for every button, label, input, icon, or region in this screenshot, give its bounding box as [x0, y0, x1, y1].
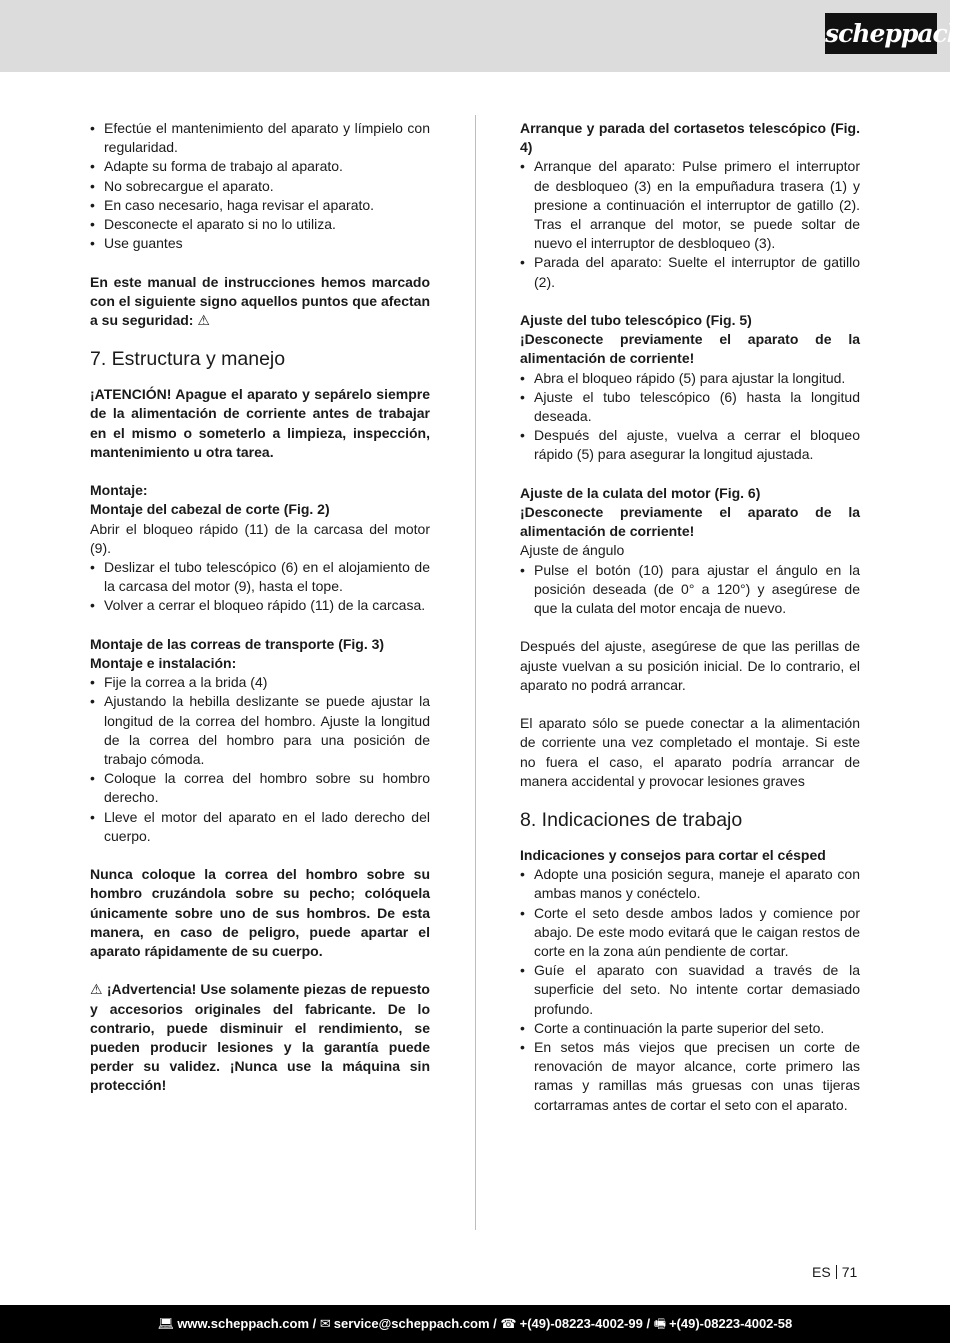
- safety-note: En este manual de instrucciones hemos marcado con el siguiente signo aquellos puntos que afectan a su seguridad: ⚠: [90, 273, 430, 329]
- tips-list: [520, 865, 860, 1115]
- list-item: • Fije la correa a la brida (4): [90, 673, 430, 692]
- motor-heading: Ajuste de la culata del motor (Fig. 6): [520, 484, 761, 501]
- list-item: • Ajuste el tubo telescópico (6) hasta la longitud deseada.: [520, 388, 860, 426]
- footer-separator: /: [309, 1316, 320, 1331]
- straps-warning: Nunca coloque la correa del hombro sobre su hombro cruzándola sobre su pecho; colóquela únicamente sobre uno de sus hombros. De esta manera, en caso de peligro, puede apartar el aparato rápidamente de su cuerpo.: [90, 866, 430, 960]
- mail-icon: ✉: [319, 1316, 331, 1331]
- page-number: [812, 1264, 857, 1280]
- list-item: • Desconecte el aparato si no lo utiliza.: [90, 215, 430, 234]
- phone-icon: ☎: [500, 1316, 517, 1331]
- list-item: • Pulse el botón (10) para ajustar el ángulo en la posición deseada (de 0° a 120°) y asegúrese de que la culata del motor encaja de nuevo.: [520, 561, 860, 619]
- brand-logo: scheppach: [825, 13, 937, 54]
- motor-warning: ¡Desconecte previamente el aparato de la alimentación de corriente!: [520, 504, 860, 540]
- list-item: • Efectúe el mantenimiento del aparato y límpielo con regularidad.: [90, 119, 430, 157]
- list-item: • Ajustando la hebilla deslizante se puede ajustar la longitud de la correa del hombro. Ajuste la longitud de la correa del hombro para una posición de trabajo cómoda.: [90, 692, 430, 769]
- footer-separator: /: [642, 1316, 654, 1331]
- footer-email[interactable]: service@scheppach.com: [333, 1316, 490, 1331]
- list-item: • Volver a cerrar el bloqueo rápido (11) de la carcasa.: [90, 596, 430, 615]
- straps-list: [90, 673, 430, 846]
- footer-fax: +(49)-08223-4002-58: [668, 1316, 793, 1331]
- list-item: • Lleve el motor del aparato en el lado derecho del cuerpo.: [90, 808, 430, 846]
- start-stop-list: [520, 157, 860, 291]
- parts-warning: ⚠ ¡Advertencia! Use solamente piezas de repuesto y accesorios originales del fabricante. De lo contrario, puede disminuir el rendimiento, se pueden producir lesiones y la garantía puede perder su validez. ¡Nunca use la máquina sin protección!: [90, 981, 430, 1094]
- right-column: [520, 119, 860, 1115]
- list-item: • Corte a continuación la parte superior del seto.: [520, 1019, 860, 1038]
- list-item: • Parada del aparato: Suelte el interruptor de gatillo (2).: [520, 253, 860, 291]
- list-item: • Después del ajuste, vuelva a cerrar el bloqueo rápido (5) para asegurar la longitud ajustada.: [520, 426, 860, 464]
- page-number-value: 71: [841, 1264, 858, 1280]
- section-7-heading: 7. Estructura y manejo: [90, 348, 286, 371]
- list-item: • Guíe el aparato con suavidad a través de la superficie del seto. No intente cortar demasiado profundo.: [520, 961, 860, 1019]
- tube-list: [520, 369, 860, 465]
- start-stop-heading: Arranque y parada del cortasetos telescópico (Fig. 4): [520, 120, 860, 156]
- section-8-heading: 8. Indicaciones de trabajo: [520, 809, 743, 832]
- tube-warning: ¡Desconecte previamente el aparato de la alimentación de corriente!: [520, 331, 860, 367]
- column-divider: [475, 115, 476, 1230]
- tips-heading: Indicaciones y consejos para cortar el césped: [520, 847, 826, 864]
- cutting-head-heading: Montaje del cabezal de corte (Fig. 2): [90, 501, 330, 518]
- left-column: [90, 119, 430, 1096]
- power-note-text: El aparato sólo se puede conectar a la alimentación de corriente una vez completado el montaje. Si este no fuera el caso, el aparato podría arrancar de manera accidental y provocar lesiones graves: [520, 715, 860, 789]
- maintenance-list: [90, 119, 430, 253]
- tube-heading: Ajuste del tubo telescópico (Fig. 5): [520, 312, 752, 329]
- footer-web[interactable]: www.scheppach.com: [177, 1316, 310, 1331]
- list-item: • Abra el bloqueo rápido (5) para ajustar la longitud.: [520, 369, 860, 388]
- page-language: ES: [812, 1264, 831, 1280]
- after-adjust-text: Después del ajuste, asegúrese de que las perillas de ajuste vuelvan a su posición inicial. De lo contrario, el aparato no podrá arrancar.: [520, 638, 860, 693]
- list-item: • En caso necesario, haga revisar el aparato.: [90, 196, 430, 215]
- fax-icon: 🖷︎: [653, 1316, 666, 1331]
- page-number-separator: [836, 1265, 837, 1279]
- list-item: • Adapte su forma de trabajo al aparato.: [90, 157, 430, 176]
- list-item: • Adopte una posición segura, maneje el aparato con ambas manos y conéctelo.: [520, 865, 860, 903]
- montaje-label: Montaje:: [90, 482, 148, 499]
- footer-separator: /: [489, 1316, 501, 1331]
- cutting-head-list: [90, 558, 430, 616]
- straps-subheading: Montaje e instalación:: [90, 655, 237, 672]
- cutting-head-text: Abrir el bloqueo rápido (11) de la carcasa del motor (9).: [90, 520, 430, 556]
- motor-list: [520, 561, 860, 619]
- list-item: • Corte el seto desde ambos lados y comience por abajo. De este modo evitará que le caigan restos de corte en la zona aún pendiente de cortar.: [520, 904, 860, 962]
- attention-notice: ¡ATENCIÓN! Apague el aparato y sepárelo siempre de la alimentación de corriente antes de trabajar en el mismo o someterlo a limpieza, inspección, mantenimiento u otra tarea.: [90, 386, 430, 460]
- footer-phone: +(49)-08223-4002-99: [519, 1316, 643, 1331]
- straps-heading: Montaje de las correas de transporte (Fig. 3): [90, 635, 385, 652]
- list-item: • No sobrecargue el aparato.: [90, 177, 430, 196]
- header-bar: [0, 0, 964, 72]
- computer-icon: 💻︎: [157, 1316, 175, 1331]
- list-item: • Arranque del aparato: Pulse primero el interruptor de desbloqueo (3) en la empuñadura trasera (1) y presione a continuación el interruptor de gatillo (2). Tras el arranque del motor, se puede soltar de nuevo el interruptor de desbloqueo (3).: [520, 157, 860, 253]
- motor-subheading: Ajuste de ángulo: [520, 542, 625, 559]
- list-item: • Use guantes: [90, 234, 430, 253]
- list-item: • En setos más viejos que precisen un corte de renovación de mayor alcance, corte primero las ramas y ramillas más gruesas con unas tijeras cortarramas antes de cortar el seto con el aparato.: [520, 1038, 860, 1115]
- list-item: • Coloque la correa del hombro sobre su hombro derecho.: [90, 769, 430, 807]
- footer-bar: [0, 1305, 950, 1343]
- list-item: • Deslizar el tubo telescópico (6) en el alojamiento de la carcasa del motor (9), hasta el tope.: [90, 558, 430, 596]
